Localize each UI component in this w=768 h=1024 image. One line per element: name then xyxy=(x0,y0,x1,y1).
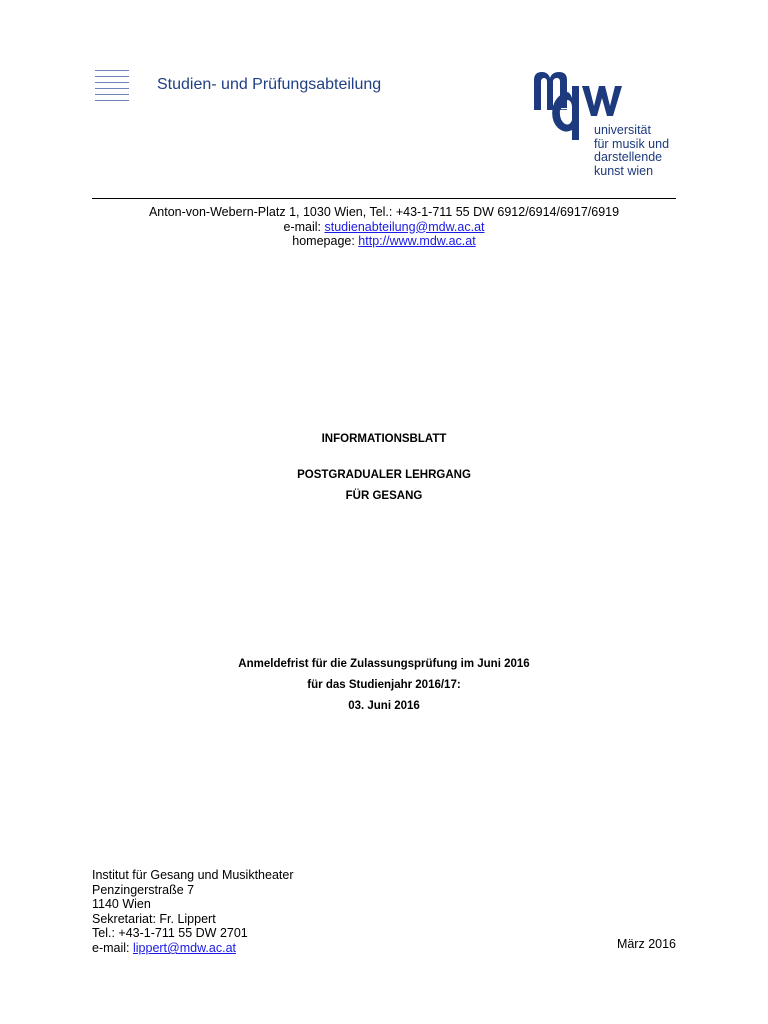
email-label: e-mail: xyxy=(283,219,325,234)
address-block xyxy=(92,205,676,249)
institute-city: 1140 Wien xyxy=(92,897,151,912)
logo-subtitle xyxy=(594,124,669,178)
logo-line: für musik und xyxy=(594,136,670,151)
department-lines-icon xyxy=(95,70,129,102)
deadline-line1: Anmeldefrist für die Zulassungsprüfung im Juni 2016 xyxy=(238,658,530,670)
deadline-date: 03. Juni 2016 xyxy=(348,700,420,712)
institute-name: Institut für Gesang und Musiktheater xyxy=(92,868,294,882)
secretariat: Sekretariat: Fr. Lippert xyxy=(92,911,216,926)
document-date: März 2016 xyxy=(616,937,676,951)
homepage-link[interactable]: http://www.mdw.ac.at xyxy=(358,234,476,248)
course-title-line2: FÜR GESANG xyxy=(345,490,423,502)
footer-contact xyxy=(92,868,294,956)
course-title-line1: POSTGRADUALER LEHRGANG xyxy=(297,469,471,481)
homepage-line xyxy=(92,234,676,249)
department-title: Studien- und Prüfungsabteilung xyxy=(157,76,382,93)
institute-street: Penzingerstraße 7 xyxy=(92,882,195,897)
institute-phone: Tel.: +43-1-711 55 DW 2701 xyxy=(92,926,248,941)
deadline-line2: für das Studienjahr 2016/17: xyxy=(307,679,461,691)
address-line: Anton-von-Webern-Platz 1, 1030 Wien, Tel.: +43-1-711 55 DW 6912/6914/6917/6919 xyxy=(148,205,620,219)
email-line xyxy=(92,220,676,235)
header-divider xyxy=(92,198,676,199)
institute-email-link[interactable]: lippert@mdw.ac.at xyxy=(132,940,236,955)
email-link[interactable]: studienabteilung@mdw.ac.at xyxy=(324,219,485,234)
institute-email-line xyxy=(92,941,294,956)
institute-email-label: e-mail: xyxy=(92,940,133,955)
document-heading: INFORMATIONSBLATT xyxy=(321,433,447,445)
logo-line: kunst wien xyxy=(594,163,654,178)
logo-line: darstellende xyxy=(594,150,663,164)
logo-line: universität xyxy=(594,123,651,137)
homepage-label: homepage: xyxy=(292,234,359,248)
